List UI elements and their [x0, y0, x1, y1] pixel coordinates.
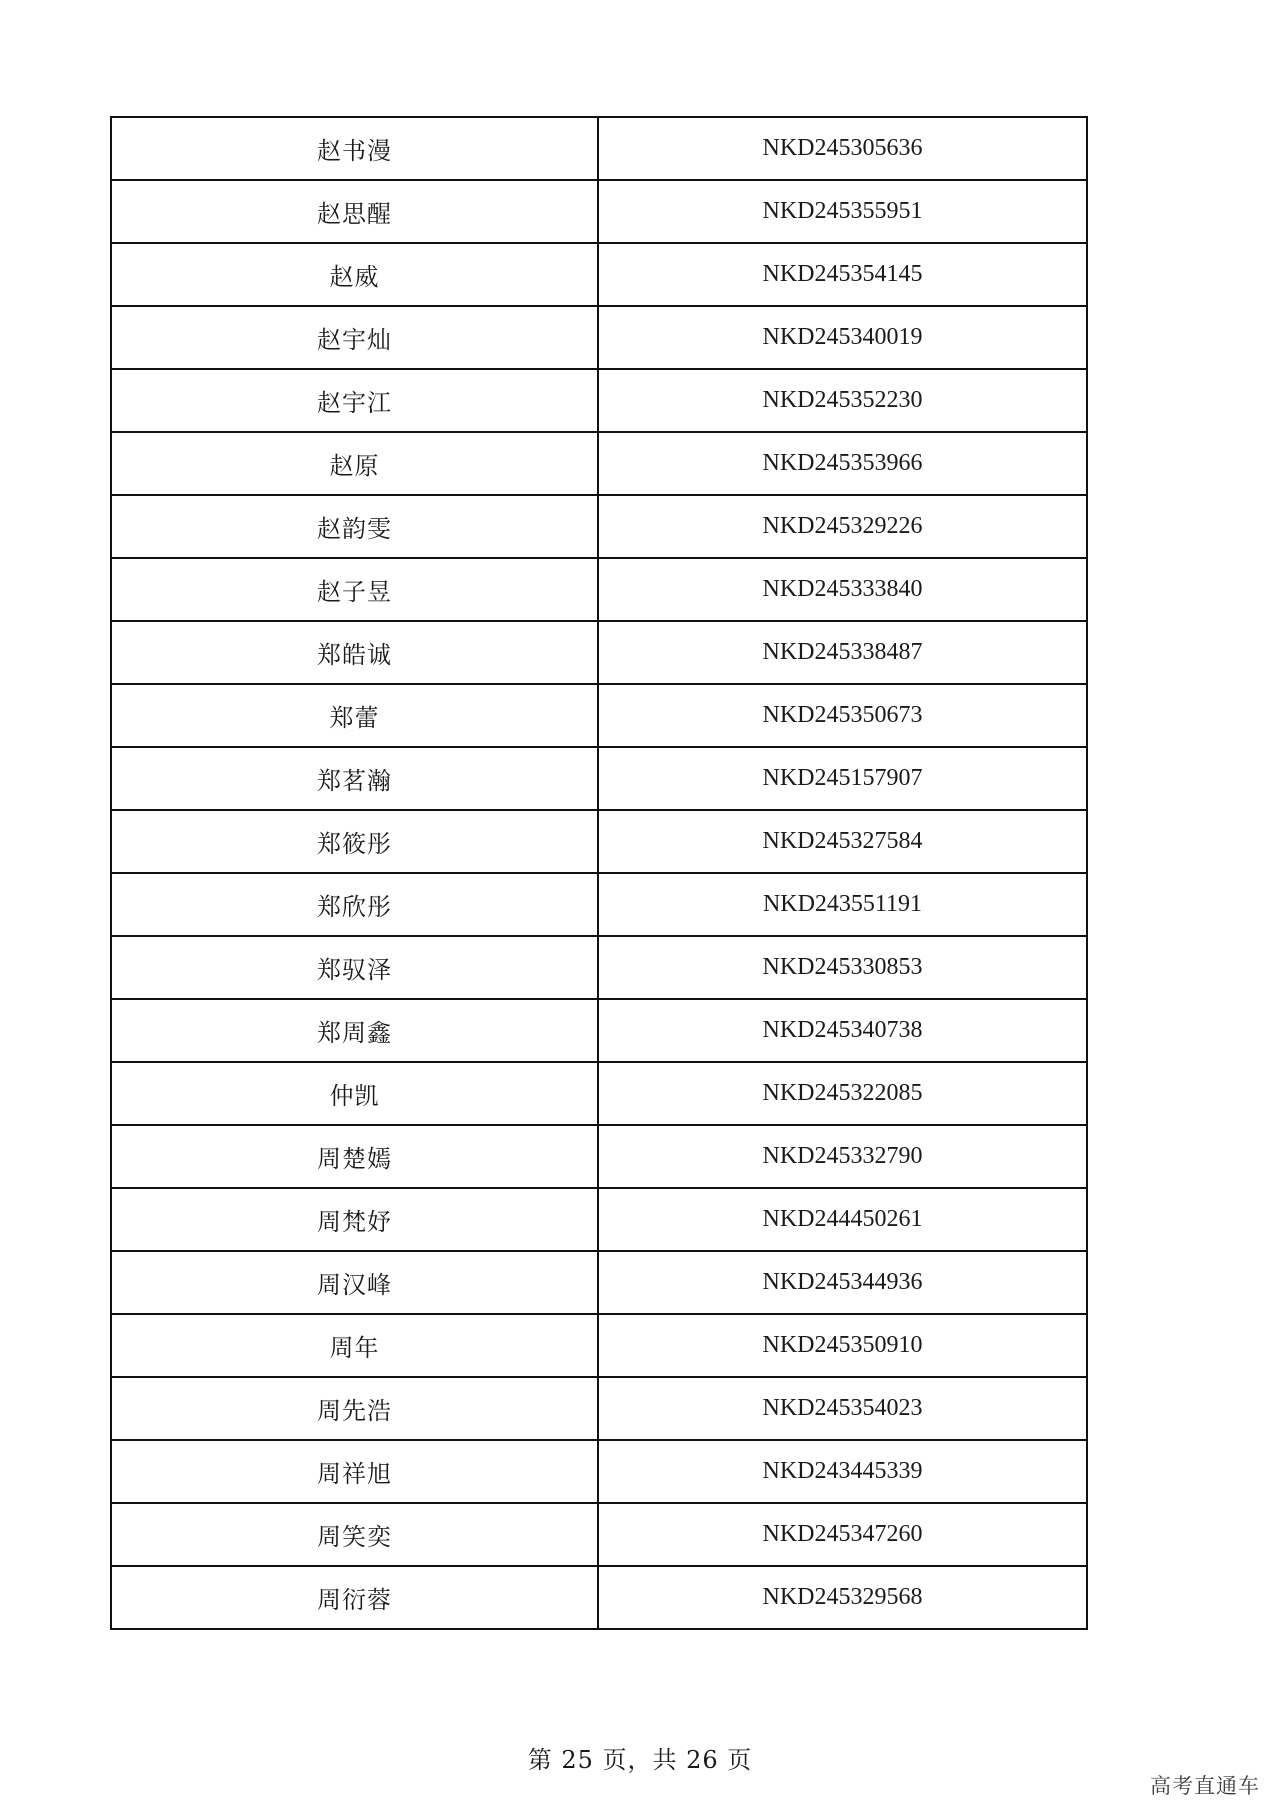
- student-id-cell: NKD245350673: [598, 684, 1087, 747]
- student-name-cell: 周楚嫣: [111, 1125, 598, 1188]
- table-row: [111, 873, 1087, 936]
- student-name-cell: 周汉峰: [111, 1251, 598, 1314]
- student-name-cell: 周祥旭: [111, 1440, 598, 1503]
- student-name-cell: 郑欣彤: [111, 873, 598, 936]
- student-id-cell: NKD245332790: [598, 1125, 1087, 1188]
- table-row: [111, 495, 1087, 558]
- student-id-cell: NKD245344936: [598, 1251, 1087, 1314]
- student-id-cell: NKD245355951: [598, 180, 1087, 243]
- roster-table: [110, 116, 1088, 1630]
- table-row: [111, 1125, 1087, 1188]
- table-row: [111, 999, 1087, 1062]
- student-name-cell: 赵威: [111, 243, 598, 306]
- student-id-cell: NKD245333840: [598, 558, 1087, 621]
- student-id-cell: NKD243551191: [598, 873, 1087, 936]
- roster-table-body: [111, 117, 1087, 1629]
- student-name-cell: 周梵妤: [111, 1188, 598, 1251]
- student-id-cell: NKD244450261: [598, 1188, 1087, 1251]
- page-footer: 第 25 页，共 26 页: [527, 1746, 753, 1774]
- table-row: [111, 306, 1087, 369]
- student-id-cell: NKD245352230: [598, 369, 1087, 432]
- student-name-cell: 郑茗瀚: [111, 747, 598, 810]
- student-name-cell: 赵宇灿: [111, 306, 598, 369]
- student-name-cell: 郑周鑫: [111, 999, 598, 1062]
- student-name-cell: 仲凯: [111, 1062, 598, 1125]
- student-name-cell: 赵思醒: [111, 180, 598, 243]
- student-name-cell: 赵韵雯: [111, 495, 598, 558]
- table-row: [111, 558, 1087, 621]
- table-row: [111, 432, 1087, 495]
- watermark: 高考直通车: [1150, 1774, 1260, 1798]
- table-row: [111, 1503, 1087, 1566]
- table-row: [111, 936, 1087, 999]
- table-row: [111, 180, 1087, 243]
- table-row: [111, 747, 1087, 810]
- student-name-cell: 赵子昱: [111, 558, 598, 621]
- student-id-cell: NKD245338487: [598, 621, 1087, 684]
- student-id-cell: NKD245330853: [598, 936, 1087, 999]
- table-row: [111, 684, 1087, 747]
- student-id-cell: NKD245322085: [598, 1062, 1087, 1125]
- student-id-cell: NKD245329226: [598, 495, 1087, 558]
- student-name-cell: 赵原: [111, 432, 598, 495]
- table-row: [111, 243, 1087, 306]
- student-name-cell: 周先浩: [111, 1377, 598, 1440]
- student-id-cell: NKD245340019: [598, 306, 1087, 369]
- student-name-cell: 赵书漫: [111, 117, 598, 180]
- student-name-cell: 郑皓诚: [111, 621, 598, 684]
- table-row: [111, 1062, 1087, 1125]
- table-row: [111, 1377, 1087, 1440]
- table-row: [111, 1188, 1087, 1251]
- student-name-cell: 周年: [111, 1314, 598, 1377]
- student-id-cell: NKD245157907: [598, 747, 1087, 810]
- table-row: [111, 1251, 1087, 1314]
- student-name-cell: 郑驭泽: [111, 936, 598, 999]
- student-name-cell: 郑筱彤: [111, 810, 598, 873]
- student-id-cell: NKD245340738: [598, 999, 1087, 1062]
- student-name-cell: 周笑奕: [111, 1503, 598, 1566]
- table-row: [111, 1314, 1087, 1377]
- student-id-cell: NKD243445339: [598, 1440, 1087, 1503]
- student-name-cell: 赵宇江: [111, 369, 598, 432]
- student-id-cell: NKD245354145: [598, 243, 1087, 306]
- student-name-cell: 郑蕾: [111, 684, 598, 747]
- student-id-cell: NKD245353966: [598, 432, 1087, 495]
- table-row: [111, 117, 1087, 180]
- student-id-cell: NKD245305636: [598, 117, 1087, 180]
- table-row: [111, 1566, 1087, 1629]
- student-id-cell: NKD245354023: [598, 1377, 1087, 1440]
- student-id-cell: NKD245327584: [598, 810, 1087, 873]
- table-row: [111, 621, 1087, 684]
- student-name-cell: 周衍蓉: [111, 1566, 598, 1629]
- student-id-cell: NKD245329568: [598, 1566, 1087, 1629]
- table-row: [111, 810, 1087, 873]
- table-row: [111, 1440, 1087, 1503]
- student-id-cell: NKD245350910: [598, 1314, 1087, 1377]
- table-row: [111, 369, 1087, 432]
- student-id-cell: NKD245347260: [598, 1503, 1087, 1566]
